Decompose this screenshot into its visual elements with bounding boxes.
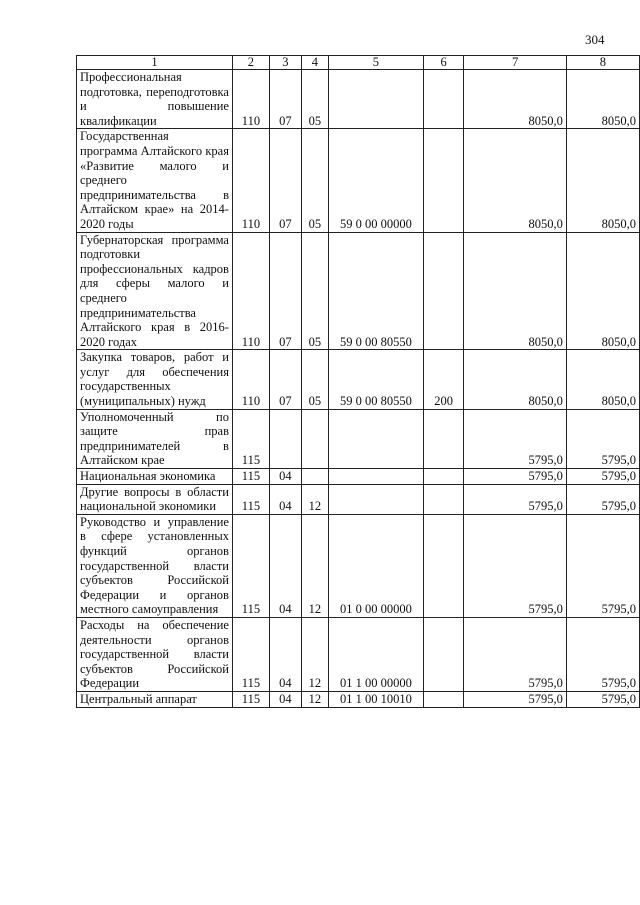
cell-amount-8: 5795,0 xyxy=(566,691,639,707)
cell-amount-8: 8050,0 xyxy=(566,129,639,232)
cell-amount-7: 8050,0 xyxy=(464,129,566,232)
cell-code-5 xyxy=(329,70,424,129)
cell-amount-8: 8050,0 xyxy=(566,232,639,350)
cell-code-5: 01 1 00 00000 xyxy=(329,617,424,691)
row-name: Центральный аппарат xyxy=(77,691,233,707)
cell-code-4: 12 xyxy=(301,617,328,691)
budget-table xyxy=(76,55,640,708)
row-name: Другие вопросы в области национальной экономики xyxy=(77,484,233,514)
cell-code-4: 05 xyxy=(301,129,328,232)
cell-code-5: 59 0 00 80550 xyxy=(329,350,424,409)
cell-code-5 xyxy=(329,484,424,514)
cell-code-6 xyxy=(423,70,464,129)
cell-code-2: 115 xyxy=(232,409,269,468)
cell-amount-8: 5795,0 xyxy=(566,514,639,617)
cell-code-4: 05 xyxy=(301,350,328,409)
row-name: Закупка товаров, работ и услуг для обеспечения государственных (муниципальных) нужд xyxy=(77,350,233,409)
table-row xyxy=(77,469,640,485)
cell-code-2: 115 xyxy=(232,469,269,485)
column-header: 8 xyxy=(566,56,639,70)
cell-amount-7: 5795,0 xyxy=(464,484,566,514)
cell-code-5 xyxy=(329,409,424,468)
cell-amount-8: 5795,0 xyxy=(566,409,639,468)
cell-code-4 xyxy=(301,409,328,468)
table-row xyxy=(77,70,640,129)
row-name: Профессиональная подготовка, переподготовка и повышение квалификации xyxy=(77,70,233,129)
cell-code-6 xyxy=(423,409,464,468)
column-header: 5 xyxy=(329,56,424,70)
cell-amount-8: 5795,0 xyxy=(566,617,639,691)
row-name: Губернаторская программа подготовки профессиональных кадров для сферы малого и среднего предпринимательства Алтайского края в 2016-2020 годах xyxy=(77,232,233,350)
row-name: Государственная программа Алтайского края «Развитие малого и среднего предпринимательства в Алтайском крае» на 2014-2020 годы xyxy=(77,129,233,232)
cell-code-4: 05 xyxy=(301,232,328,350)
table-row xyxy=(77,129,640,232)
cell-amount-7: 8050,0 xyxy=(464,350,566,409)
column-header: 2 xyxy=(232,56,269,70)
column-header: 1 xyxy=(77,56,233,70)
cell-code-4: 05 xyxy=(301,70,328,129)
cell-code-3: 07 xyxy=(269,70,301,129)
cell-code-3: 07 xyxy=(269,232,301,350)
table-row xyxy=(77,514,640,617)
cell-code-3: 04 xyxy=(269,514,301,617)
table-row xyxy=(77,232,640,350)
cell-code-4: 12 xyxy=(301,691,328,707)
cell-code-5: 01 1 00 10010 xyxy=(329,691,424,707)
cell-code-2: 115 xyxy=(232,514,269,617)
cell-code-6 xyxy=(423,484,464,514)
cell-amount-7: 5795,0 xyxy=(464,514,566,617)
column-header: 3 xyxy=(269,56,301,70)
cell-code-2: 110 xyxy=(232,70,269,129)
cell-code-4: 12 xyxy=(301,484,328,514)
cell-code-3: 04 xyxy=(269,469,301,485)
header-row xyxy=(77,56,640,70)
cell-code-2: 115 xyxy=(232,691,269,707)
cell-amount-7: 5795,0 xyxy=(464,691,566,707)
cell-code-3: 04 xyxy=(269,691,301,707)
page-number: 304 xyxy=(585,32,605,47)
column-header: 4 xyxy=(301,56,328,70)
cell-code-6 xyxy=(423,469,464,485)
column-header: 6 xyxy=(423,56,464,70)
cell-amount-8: 5795,0 xyxy=(566,469,639,485)
table-row xyxy=(77,409,640,468)
cell-code-6 xyxy=(423,514,464,617)
cell-amount-7: 5795,0 xyxy=(464,617,566,691)
cell-code-3 xyxy=(269,409,301,468)
cell-amount-8: 8050,0 xyxy=(566,70,639,129)
cell-code-5: 59 0 00 80550 xyxy=(329,232,424,350)
row-name: Уполномоченный по защите прав предпринимателей в Алтайском крае xyxy=(77,409,233,468)
cell-code-6: 200 xyxy=(423,350,464,409)
cell-code-4 xyxy=(301,469,328,485)
cell-code-6 xyxy=(423,691,464,707)
cell-code-2: 110 xyxy=(232,350,269,409)
cell-code-2: 110 xyxy=(232,129,269,232)
row-name: Руководство и управление в сфере установленных функций органов государственной власти субъектов Российской Федерации и органов местного самоуправления xyxy=(77,514,233,617)
table-row xyxy=(77,350,640,409)
cell-code-3: 04 xyxy=(269,484,301,514)
cell-amount-7: 5795,0 xyxy=(464,469,566,485)
cell-code-2: 110 xyxy=(232,232,269,350)
cell-amount-7: 5795,0 xyxy=(464,409,566,468)
cell-amount-7: 8050,0 xyxy=(464,232,566,350)
table-row xyxy=(77,691,640,707)
cell-code-5 xyxy=(329,469,424,485)
cell-code-2: 115 xyxy=(232,617,269,691)
cell-code-5: 59 0 00 00000 xyxy=(329,129,424,232)
cell-code-2: 115 xyxy=(232,484,269,514)
table-row xyxy=(77,484,640,514)
row-name: Национальная экономика xyxy=(77,469,233,485)
row-name: Расходы на обеспечение деятельности органов государственной власти субъектов Российской Федерации xyxy=(77,617,233,691)
cell-code-5: 01 0 00 00000 xyxy=(329,514,424,617)
cell-code-3: 04 xyxy=(269,617,301,691)
column-header: 7 xyxy=(464,56,566,70)
table-row xyxy=(77,617,640,691)
cell-code-4: 12 xyxy=(301,514,328,617)
cell-code-3: 07 xyxy=(269,129,301,232)
cell-amount-8: 5795,0 xyxy=(566,484,639,514)
cell-code-3: 07 xyxy=(269,350,301,409)
cell-code-6 xyxy=(423,617,464,691)
cell-code-6 xyxy=(423,232,464,350)
cell-amount-8: 8050,0 xyxy=(566,350,639,409)
cell-amount-7: 8050,0 xyxy=(464,70,566,129)
cell-code-6 xyxy=(423,129,464,232)
